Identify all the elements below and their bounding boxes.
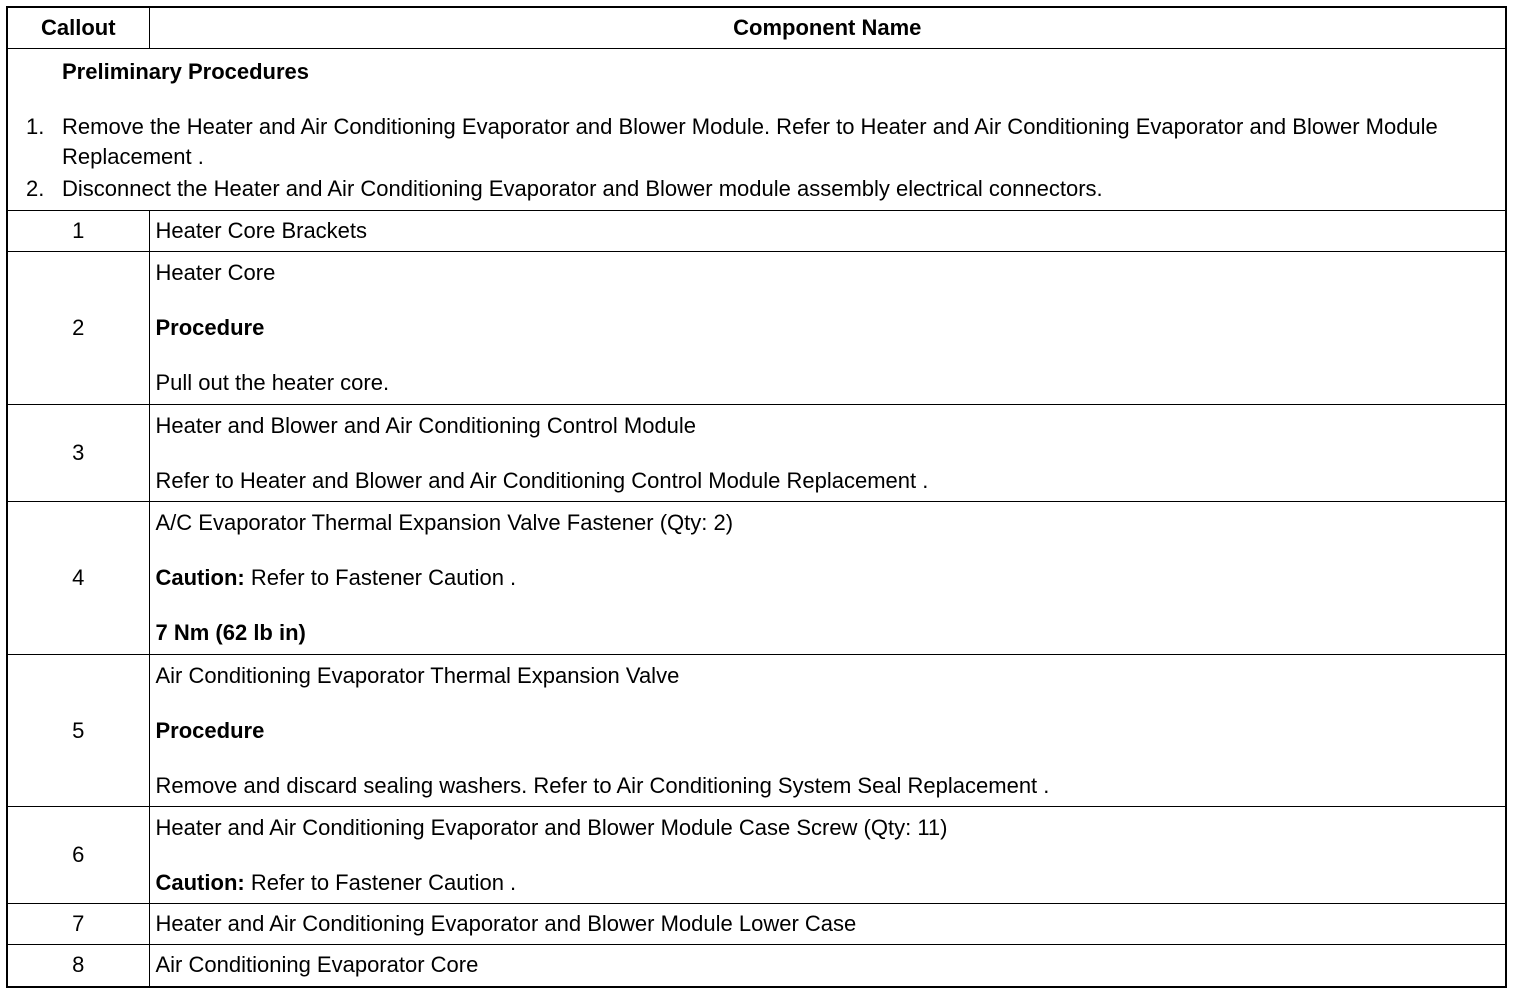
- step-number: 2.: [26, 176, 45, 201]
- reference-note: Refer to Heater and Blower and Air Conditioning Control Module Replacement .: [155, 467, 929, 493]
- table-row: [8, 655, 1505, 807]
- component-name: Heater and Blower and Air Conditioning Control Module: [155, 412, 697, 438]
- component-name: A/C Evaporator Thermal Expansion Valve Fastener (Qty: 2): [155, 510, 734, 535]
- component-detail-cell: [149, 502, 1505, 655]
- table-header-row: [8, 8, 1505, 49]
- table-row: [8, 405, 1505, 502]
- callout-number: 1: [8, 211, 149, 252]
- table-row: [8, 252, 1505, 405]
- component-name: Air Conditioning Evaporator Core: [149, 945, 1505, 986]
- preliminary-procedures-cell: [8, 49, 1505, 211]
- step-number: 1.: [26, 114, 45, 139]
- caution-text: Refer to Fastener Caution .: [244, 869, 517, 895]
- component-detail-cell: [149, 807, 1505, 904]
- torque-spec: 7 Nm (62 lb in): [155, 620, 306, 645]
- procedure-text: Pull out the heater core.: [155, 370, 390, 395]
- callout-number: 4: [8, 502, 149, 655]
- callout-number: 8: [8, 945, 149, 986]
- component-name: Heater Core Brackets: [149, 211, 1505, 252]
- caution-text: Refer to Fastener Caution .: [244, 565, 517, 590]
- callout-number: 7: [8, 904, 149, 945]
- caution-label: Caution:: [155, 869, 245, 895]
- component-name: Heater Core: [155, 260, 276, 285]
- component-name: Heater and Air Conditioning Evaporator and Blower Module Case Screw (Qty: 11): [155, 814, 948, 840]
- caution-line: [156, 868, 1506, 898]
- preliminary-procedures-title: Preliminary Procedures: [62, 59, 310, 84]
- step-text: Disconnect the Heater and Air Conditioning Evaporator and Blower module assembly electrical connectors.: [62, 176, 1103, 201]
- procedure-label: Procedure: [155, 315, 265, 340]
- table-row: [8, 211, 1505, 252]
- component-detail-cell: [149, 405, 1505, 502]
- table-row: [8, 945, 1505, 986]
- component-detail-cell: [149, 655, 1505, 807]
- component-table: [8, 8, 1505, 986]
- procedure-label: Procedure: [155, 717, 265, 743]
- callout-number: 3: [8, 405, 149, 502]
- caution-line: [156, 563, 1506, 593]
- preliminary-step: [26, 174, 1505, 204]
- callout-number: 5: [8, 655, 149, 807]
- component-name: Air Conditioning Evaporator Thermal Expansion Valve: [155, 662, 680, 688]
- component-detail-cell: [149, 252, 1505, 405]
- component-name: Heater and Air Conditioning Evaporator and Blower Module Lower Case: [149, 904, 1505, 945]
- procedure-text: Remove and discard sealing washers. Refer to Air Conditioning System Seal Replacement .: [155, 772, 1050, 798]
- preliminary-step: [26, 112, 1505, 172]
- component-table-frame: [6, 6, 1507, 988]
- step-text: Remove the Heater and Air Conditioning Evaporator and Blower Module. Refer to Heater and Air Conditioning Evaporator and Blower Module Replacement .: [62, 114, 1438, 169]
- callout-number: 2: [8, 252, 149, 405]
- callout-column-header: Callout: [8, 8, 149, 49]
- callout-number: 6: [8, 807, 149, 904]
- preliminary-steps-list: [8, 112, 1505, 204]
- table-row: [8, 502, 1505, 655]
- preliminary-procedures-row: [8, 49, 1505, 211]
- table-row: [8, 904, 1505, 945]
- component-name-column-header: Component Name: [149, 8, 1505, 49]
- caution-label: Caution:: [155, 565, 245, 590]
- table-row: [8, 807, 1505, 904]
